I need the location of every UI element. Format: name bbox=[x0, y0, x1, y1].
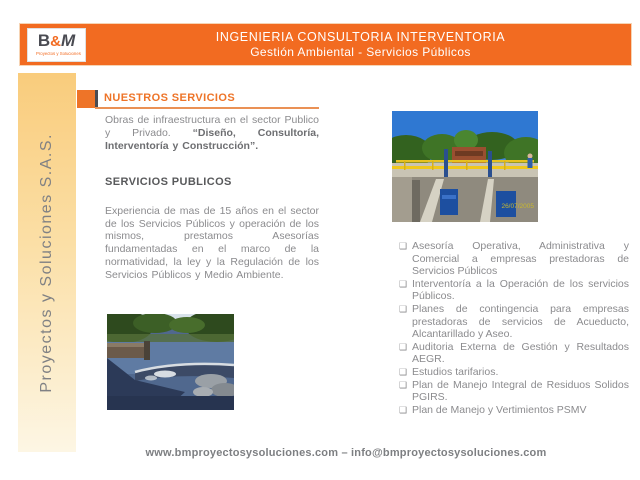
service-item-text: Estudios tarifarios. bbox=[412, 365, 499, 378]
river-weir-illustration bbox=[107, 314, 234, 410]
logo-tagline: Proyectos y Soluciones bbox=[35, 52, 81, 57]
footer-contact-line: www.bmproyectosysoluciones.com – info@bmproyectosysoluciones.com bbox=[145, 447, 547, 459]
banner-subtitle: Gestión Ambiental - Servicios Públicos bbox=[250, 45, 471, 59]
logo-letter-b: B bbox=[37, 31, 51, 50]
intro-text-bold: “Diseño, Consultoría, Interventoría y Construcción”. bbox=[105, 127, 319, 152]
section-title-underline bbox=[95, 107, 319, 109]
service-item-text: Auditoria Externa de Gestión y Resultados AEGR. bbox=[412, 340, 629, 366]
banner-titles bbox=[20, 24, 631, 65]
treatment-plant-illustration bbox=[392, 111, 538, 222]
service-item-text: Planes de contingencia para empresas prestadoras de servicios de Acueducto, Alcantarillado y Aseo. bbox=[412, 302, 629, 341]
checkbox-bullet-icon: ❑ bbox=[399, 303, 408, 314]
list-item bbox=[399, 379, 629, 404]
banner-title: INGENIERIA CONSULTORIA INTERVENTORIA bbox=[215, 30, 506, 44]
service-item-text: Asesoría Operativa, Administrativa y Comercial a empresas prestadoras de Servicios Públicos bbox=[412, 240, 629, 278]
list-item bbox=[399, 341, 629, 366]
checkbox-bullet-icon: ❑ bbox=[399, 379, 408, 390]
section-title: NUESTROS SERVICIOS bbox=[104, 92, 236, 104]
service-item-text: Interventoría a la Operación de los servicios Públicos. bbox=[412, 277, 629, 303]
service-item-text: Plan de Manejo Integral de Residuos Solidos PGIRS. bbox=[412, 378, 629, 404]
list-item bbox=[399, 404, 629, 417]
checkbox-bullet-icon: ❑ bbox=[399, 404, 408, 415]
intro-paragraph bbox=[105, 114, 319, 153]
subsection-title: SERVICIOS PUBLICOS bbox=[105, 176, 232, 188]
top-banner bbox=[19, 23, 632, 66]
checkbox-bullet-icon: ❑ bbox=[399, 366, 408, 377]
checkbox-bullet-icon: ❑ bbox=[399, 341, 408, 352]
sidebar-vertical-text: Proyectos y Soluciones S.A.S. bbox=[38, 132, 55, 393]
list-item bbox=[399, 303, 629, 341]
list-item bbox=[399, 240, 629, 278]
services-list bbox=[399, 240, 629, 416]
logo-ampersand: & bbox=[50, 33, 61, 50]
logo-letter-m: M bbox=[60, 31, 76, 50]
left-sidebar bbox=[18, 73, 76, 452]
intro-text-normal: Obras de infraestructura en el sector Publico y Privado. bbox=[105, 114, 319, 139]
list-item bbox=[399, 366, 629, 379]
section-accent-shadow bbox=[95, 90, 98, 107]
list-item bbox=[399, 278, 629, 303]
checkbox-bullet-icon: ❑ bbox=[399, 278, 408, 289]
treatment-plant-photo bbox=[392, 111, 538, 222]
photo-timestamp: 26/07/2005 bbox=[501, 203, 534, 210]
experience-paragraph: Experiencia de mas de 15 años en el sector de los Servicios Públicos y operación de los mismos, prestamos Asesorías fundamentadas en el marco de la normatividad, la ley y la Regulación de los Servicios Públicos y Medio Ambiente. bbox=[105, 205, 319, 281]
river-weir-photo bbox=[107, 314, 234, 410]
checkbox-bullet-icon: ❑ bbox=[399, 241, 408, 251]
service-item-text: Plan de Manejo y Vertimientos PSMV bbox=[412, 403, 587, 416]
